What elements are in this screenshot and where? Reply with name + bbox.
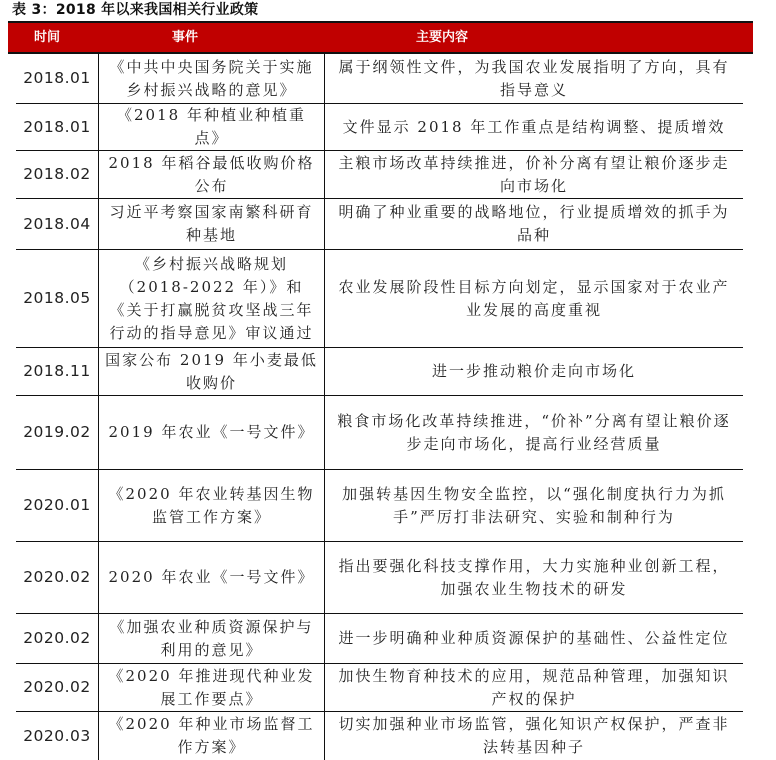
header-date: 时间 bbox=[34, 30, 61, 45]
table-header bbox=[8, 21, 753, 54]
table-row bbox=[16, 54, 743, 104]
content-cell: 指出要强化科技支撑作用，大力实施种业创新工程，加强农业生物技术的研发 bbox=[338, 556, 730, 598]
date-cell: 2020.03 bbox=[23, 726, 91, 745]
date-cell: 2019.02 bbox=[23, 423, 91, 441]
table-row bbox=[16, 470, 743, 542]
event-cell: 《2020 年农业转基因生物监管工作方案》 bbox=[98, 470, 325, 541]
date-cell: 2020.02 bbox=[23, 629, 91, 647]
date-cell: 2020.01 bbox=[23, 496, 91, 514]
table-row bbox=[16, 250, 743, 348]
event-cell: 《2020 年推进现代种业发展工作要点》 bbox=[98, 664, 325, 711]
table-row bbox=[16, 542, 743, 614]
table-row bbox=[16, 664, 743, 712]
event-cell: 《加强农业种质资源保护与利用的意见》 bbox=[98, 614, 325, 663]
content-cell: 主粮市场改革持续推进，价补分离有望让粮价逐步走向市场化 bbox=[338, 153, 730, 195]
content-cell: 文件显示 2018 年工作重点是结构调整、提质增效 bbox=[342, 117, 726, 136]
date-cell: 2018.01 bbox=[23, 117, 91, 136]
event-cell: 《中共中央国务院关于实施乡村振兴战略的意见》 bbox=[98, 54, 325, 103]
table-row bbox=[16, 712, 743, 760]
content-cell: 进一步明确种业种质资源保护的基础性、公益性定位 bbox=[338, 629, 730, 647]
table-row bbox=[16, 396, 743, 470]
content-cell: 进一步推动粮价走向市场化 bbox=[431, 362, 636, 380]
date-cell: 2018.02 bbox=[23, 165, 91, 183]
event-cell: 习近平考察国家南繁科研育种基地 bbox=[98, 199, 325, 249]
content-cell: 农业发展阶段性目标方向划定，显示国家对于农业产业发展的高度重视 bbox=[338, 277, 730, 319]
table-row bbox=[16, 199, 743, 250]
event-cell: 2020 年农业《一号文件》 bbox=[98, 542, 325, 613]
content-cell: 切实加强种业市场监管，强化知识产权保护，严查非法转基因种子 bbox=[338, 715, 730, 756]
table-caption: 表 3：2018 年以来我国相关行业政策 bbox=[12, 2, 259, 18]
content-cell: 加快生物育种技术的应用，规范品种管理，加强知识产权的保护 bbox=[338, 666, 730, 708]
table-row bbox=[16, 614, 743, 664]
date-cell: 2020.02 bbox=[23, 678, 91, 696]
event-cell: 国家公布 2019 年小麦最低收购价 bbox=[98, 348, 325, 395]
table-row bbox=[16, 104, 743, 151]
event-cell: 《2020 年种业市场监督工作方案》 bbox=[98, 712, 325, 760]
date-cell: 2018.01 bbox=[23, 69, 91, 87]
table-row bbox=[16, 348, 743, 396]
content-cell: 属于纲领性文件，为我国农业发展指明了方向，具有指导意义 bbox=[338, 57, 730, 99]
content-cell: 加强转基因生物安全监控，以“强化制度执行力为抓手”严厉打非法研究、实验和制种行为 bbox=[342, 484, 726, 526]
date-cell: 2018.04 bbox=[23, 214, 91, 233]
event-cell: 《乡村振兴战略规划（2018-2022 年）》和《关于打赢脱贫攻坚战三年行动的指导意见》审议通过 bbox=[98, 250, 325, 347]
date-cell: 2018.05 bbox=[23, 289, 91, 307]
content-cell: 明确了种业重要的战略地位，行业提质增效的抓手为品种 bbox=[338, 203, 730, 244]
header-content: 主要内容 bbox=[416, 30, 469, 45]
date-cell: 2018.11 bbox=[23, 362, 91, 380]
event-cell: 2019 年农业《一号文件》 bbox=[98, 396, 325, 469]
event-cell: 2018 年稻谷最低收购价格公布 bbox=[98, 151, 325, 198]
date-cell: 2020.02 bbox=[23, 568, 91, 586]
content-cell: 粮食市场化改革持续推进，“价补”分离有望让粮价逐步走向市场化，提高行业经营质量 bbox=[337, 411, 731, 453]
header-event: 事件 bbox=[172, 30, 199, 45]
event-cell: 《2018 年种植业种植重点》 bbox=[98, 104, 325, 150]
table-row bbox=[16, 151, 743, 199]
